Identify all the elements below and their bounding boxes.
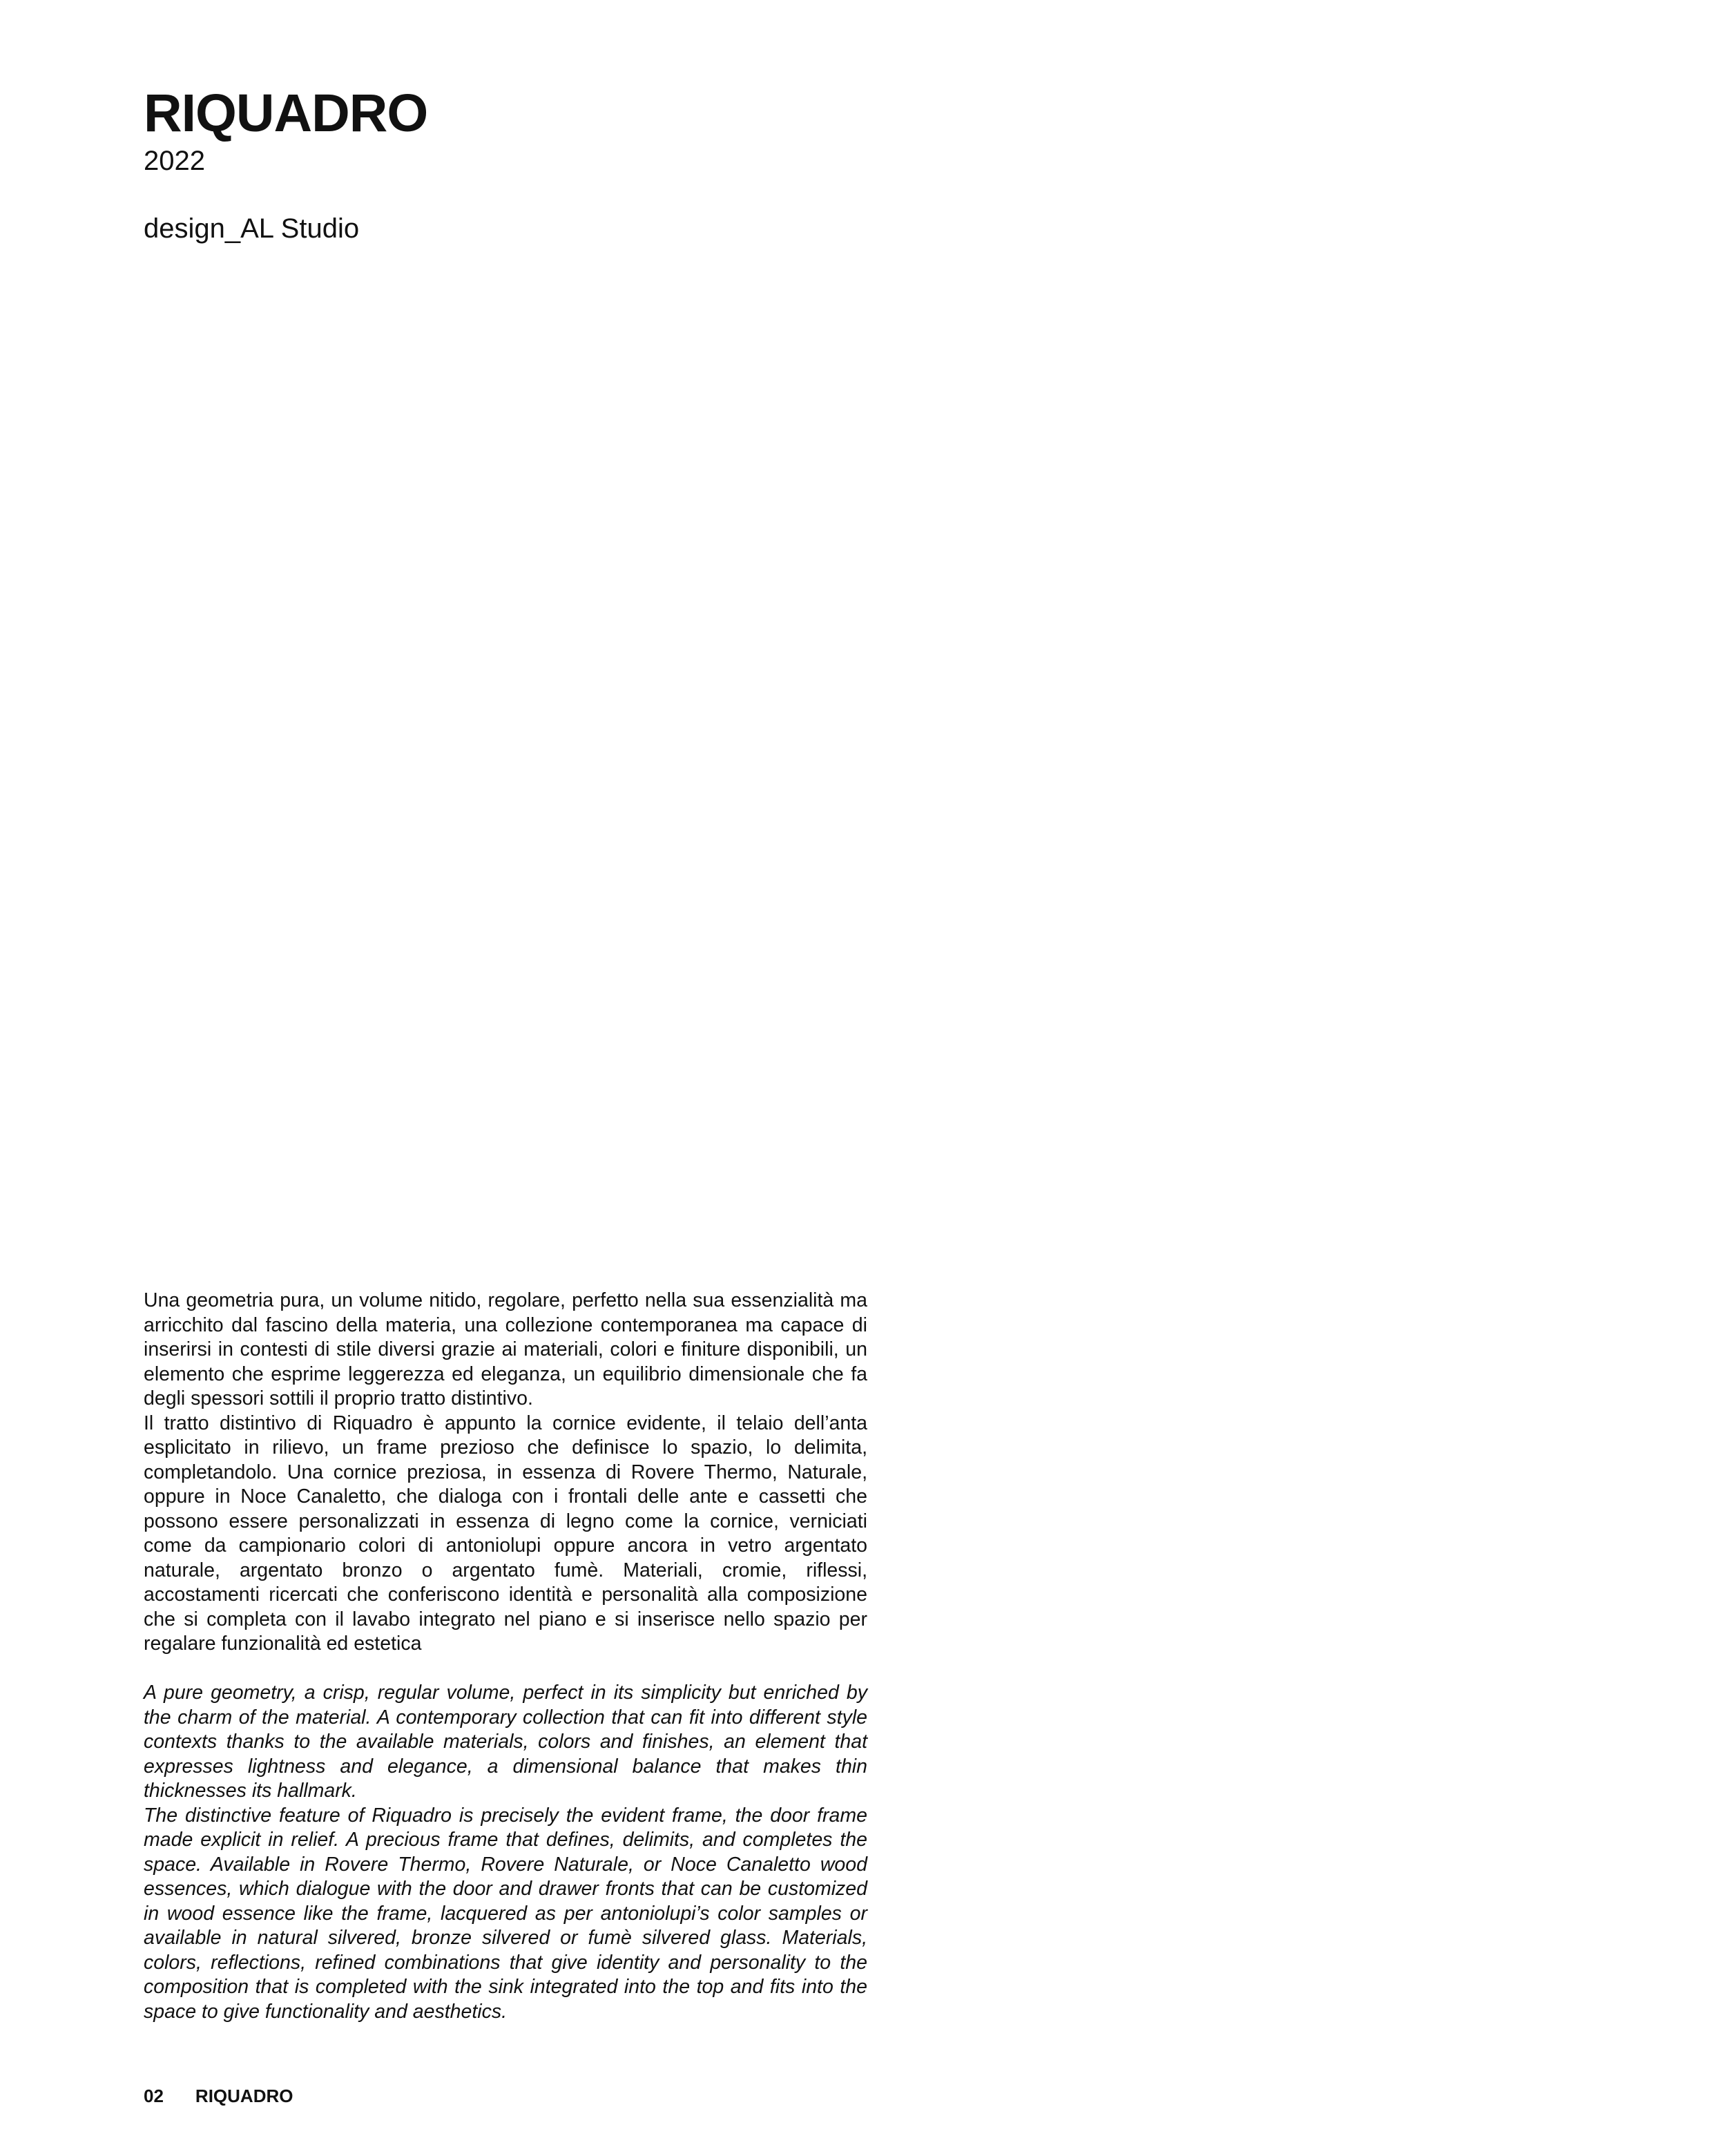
designer-credit: design_AL Studio (144, 213, 360, 244)
english-paragraph-1: A pure geometry, a crisp, regular volume, perfect in its simplicity but enriched by the charm of the material. A contemporary collection that can fit into different style contexts thanks to the available materials, colors and finishes, an element that expresses lightness and elegance, a dimensional balance that makes thin thicknesses its hallmark. (144, 1682, 867, 1802)
page-title: RIQUADRO (144, 84, 428, 143)
italian-paragraph-2: Il tratto distintivo di Riquadro è appunto la cornice evidente, il telaio dell’anta esplicitato in rilievo, un frame prezioso che definisce lo spazio, lo delimita, completandolo. Una cornice preziosa, in essenza di Rovere Thermo, Naturale, oppure in Noce Canaletto, che dialoga con i frontali delle ante e cassetti che possono essere personalizzati in essenza di legno come la cornice, verniciati come da campionario colori di antoniolupi oppure ancora in vetro argentato naturale, argentato bronzo o argentato fumè. Materiali, cromie, riflessi, accostamenti ricercati che conferiscono identità e personalità alla composizione che si completa con il lavabo integrato nel piano e si inserisce nello spazio per regalare funzionalità ed estetica (144, 1412, 867, 1655)
english-paragraph-2: The distinctive feature of Riquadro is precisely the evident frame, the door frame made explicit in relief. A precious frame that defines, delimits, and completes the space. Available in Rovere Thermo, Rovere Naturale, or Noce Canaletto wood essences, which dialogue with the door and drawer fronts that can be customized in wood essence like the frame, lacquered as per antoniolupi’s color samples or available in natural silvered, bronze silvered or fumè silvered glass. Materials, colors, reflections, refined combinations that give identity and personality to the composition that is completed with the sink integrated into the top and fits into the space to give functionality and aesthetics. (144, 1804, 867, 2023)
footer-section-title: RIQUADRO (195, 2086, 293, 2106)
description-block (144, 1289, 867, 2024)
page-footer (144, 2086, 293, 2107)
paragraph-spacer (144, 1657, 867, 1682)
page-number: 02 (144, 2086, 164, 2106)
year-label: 2022 (144, 146, 205, 176)
italian-paragraph-1: Una geometria pura, un volume nitido, regolare, perfetto nella sua essenzialità ma arricchito dal fascino della materia, una collezione contemporanea ma capace di inserirsi in contesti di stile diversi grazie ai materiali, colori e finiture disponibili, un elemento che esprime leggerezza ed eleganza, un equilibrio dimensionale che fa degli spessori sottili il proprio tratto distintivo. (144, 1289, 867, 1409)
